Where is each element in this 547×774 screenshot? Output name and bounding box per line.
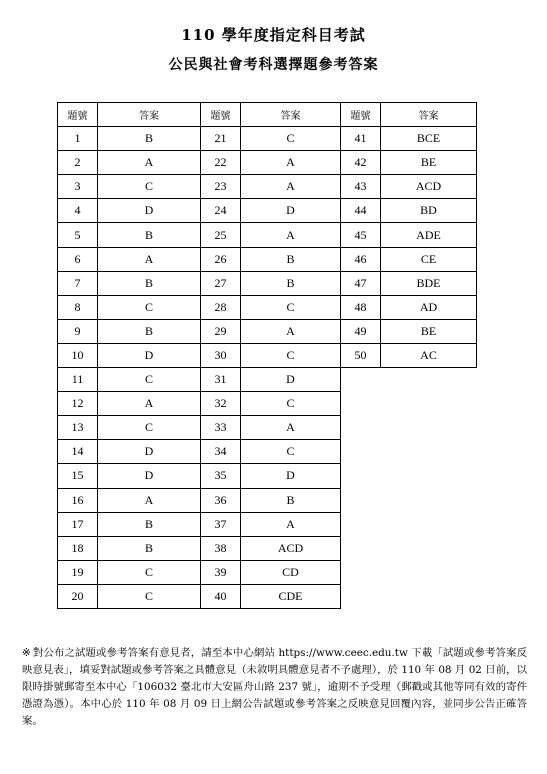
question-number-cell: 13 (58, 416, 98, 440)
empty-cell (381, 440, 477, 464)
empty-cell (381, 488, 477, 512)
table-row (58, 464, 477, 488)
question-number-cell: 43 (341, 175, 381, 199)
column-header: 答案 (241, 103, 341, 127)
answer-cell: D (98, 343, 201, 367)
table-row (58, 247, 477, 271)
question-number-cell: 15 (58, 464, 98, 488)
question-number-cell: 31 (201, 368, 241, 392)
table-row (58, 536, 477, 560)
question-number-cell: 6 (58, 247, 98, 271)
question-number-cell: 7 (58, 271, 98, 295)
question-number-cell: 28 (201, 295, 241, 319)
question-number-cell: 4 (58, 199, 98, 223)
answer-cell: A (98, 247, 201, 271)
table-row (58, 343, 477, 367)
table-row (58, 127, 477, 151)
answer-cell: C (98, 584, 201, 608)
question-number-cell: 23 (201, 175, 241, 199)
table-row (58, 319, 477, 343)
answer-cell: BDE (381, 271, 477, 295)
note-text: 對公布之試題或參考答案有意見者，請至本中心網站 https://www.ceec.edu.tw 下載「試題或參考答案反映意見表」，填妥對試題或參考答案之具體意見（未敘明具體意見者不予處理），於 110 年 08 月 02 日前，以限時掛號郵寄至本中心「106032 臺北市大安區舟山路 237 號」，逾期不予受理（郵戳或其他等同有效的寄件憑證為憑）。本中心於 110 年 08 月 09 日上網公告試題或參考答案之反映意見回覆內容，並同步公告正確答案。 (22, 647, 527, 727)
table-row (58, 416, 477, 440)
empty-cell (381, 392, 477, 416)
question-number-cell: 41 (341, 127, 381, 151)
answer-cell: A (98, 392, 201, 416)
answer-cell: CDE (241, 584, 341, 608)
question-number-cell: 30 (201, 343, 241, 367)
question-number-cell: 47 (341, 271, 381, 295)
answer-cell: CE (381, 247, 477, 271)
question-number-cell: 25 (201, 223, 241, 247)
question-number-cell: 9 (58, 319, 98, 343)
table-row (58, 392, 477, 416)
table-row (58, 584, 477, 608)
answer-cell: C (241, 127, 341, 151)
question-number-cell: 14 (58, 440, 98, 464)
answer-cell: B (241, 271, 341, 295)
question-number-cell: 46 (341, 247, 381, 271)
question-number-cell: 48 (341, 295, 381, 319)
empty-cell (341, 584, 381, 608)
empty-cell (341, 464, 381, 488)
question-number-cell: 49 (341, 319, 381, 343)
answer-cell: A (241, 223, 341, 247)
question-number-cell: 33 (201, 416, 241, 440)
question-number-cell: 18 (58, 536, 98, 560)
question-number-cell: 36 (201, 488, 241, 512)
table-row (58, 560, 477, 584)
empty-cell (381, 368, 477, 392)
table-row (58, 440, 477, 464)
question-number-cell: 10 (58, 343, 98, 367)
question-number-cell: 45 (341, 223, 381, 247)
question-number-cell: 40 (201, 584, 241, 608)
answer-cell: BE (381, 151, 477, 175)
empty-cell (341, 368, 381, 392)
question-number-cell: 8 (58, 295, 98, 319)
question-number-cell: 21 (201, 127, 241, 151)
question-number-cell: 29 (201, 319, 241, 343)
answer-cell: ACD (241, 536, 341, 560)
question-number-cell: 32 (201, 392, 241, 416)
note-mark: ※ (22, 647, 31, 659)
answer-cell: C (98, 295, 201, 319)
empty-cell (341, 440, 381, 464)
question-number-cell: 39 (201, 560, 241, 584)
question-number-cell: 5 (58, 223, 98, 247)
question-number-cell: 37 (201, 512, 241, 536)
question-number-cell: 35 (201, 464, 241, 488)
answer-cell: BE (381, 319, 477, 343)
answer-cell: A (241, 319, 341, 343)
answer-cell: C (98, 560, 201, 584)
table-row (58, 271, 477, 295)
question-number-cell: 44 (341, 199, 381, 223)
empty-cell (381, 512, 477, 536)
answer-cell: C (98, 416, 201, 440)
answer-table (57, 102, 477, 609)
answer-cell: B (98, 127, 201, 151)
answer-cell: D (98, 464, 201, 488)
question-number-cell: 42 (341, 151, 381, 175)
answer-cell: B (98, 319, 201, 343)
question-number-cell: 3 (58, 175, 98, 199)
question-number-cell: 12 (58, 392, 98, 416)
answer-cell: ADE (381, 223, 477, 247)
question-number-cell: 11 (58, 368, 98, 392)
table-row (58, 295, 477, 319)
question-number-cell: 24 (201, 199, 241, 223)
answer-cell: D (241, 368, 341, 392)
table-row (58, 175, 477, 199)
empty-cell (381, 584, 477, 608)
answer-cell: D (98, 199, 201, 223)
empty-cell (381, 560, 477, 584)
question-number-cell: 27 (201, 271, 241, 295)
question-number-cell: 50 (341, 343, 381, 367)
table-row (58, 368, 477, 392)
answer-cell: A (241, 151, 341, 175)
table-body (58, 127, 477, 609)
answer-cell: B (241, 488, 341, 512)
column-header: 答案 (381, 103, 477, 127)
answer-cell: A (241, 512, 341, 536)
answer-cell: ACD (381, 175, 477, 199)
table-row (58, 151, 477, 175)
answer-cell: A (98, 488, 201, 512)
empty-cell (381, 416, 477, 440)
table-row (58, 488, 477, 512)
column-header: 題號 (58, 103, 98, 127)
column-header: 題號 (201, 103, 241, 127)
answer-cell: A (241, 416, 341, 440)
question-number-cell: 19 (58, 560, 98, 584)
answer-cell: B (241, 247, 341, 271)
answer-cell: D (98, 440, 201, 464)
answer-cell: AC (381, 343, 477, 367)
table-row (58, 512, 477, 536)
answer-cell: BD (381, 199, 477, 223)
answer-cell: B (98, 223, 201, 247)
question-number-cell: 17 (58, 512, 98, 536)
question-number-cell: 1 (58, 127, 98, 151)
answer-cell: C (98, 175, 201, 199)
question-number-cell: 34 (201, 440, 241, 464)
answer-cell: A (241, 175, 341, 199)
table-row (58, 199, 477, 223)
column-header: 題號 (341, 103, 381, 127)
page-title: 110 學年度指定科目考試 (181, 26, 366, 44)
question-number-cell: 16 (58, 488, 98, 512)
answer-cell: AD (381, 295, 477, 319)
answer-cell: D (241, 199, 341, 223)
question-number-cell: 26 (201, 247, 241, 271)
empty-cell (341, 416, 381, 440)
answer-cell: D (241, 464, 341, 488)
question-number-cell: 2 (58, 151, 98, 175)
answer-cell: BCE (381, 127, 477, 151)
page-subtitle: 公民與社會考科選擇題參考答案 (168, 57, 379, 73)
answer-cell: C (241, 440, 341, 464)
answer-cell: A (98, 151, 201, 175)
empty-cell (341, 536, 381, 560)
table-row (58, 223, 477, 247)
answer-cell: B (98, 512, 201, 536)
question-number-cell: 22 (201, 151, 241, 175)
notice (22, 645, 527, 730)
column-header: 答案 (98, 103, 201, 127)
empty-cell (381, 464, 477, 488)
answer-cell: CD (241, 560, 341, 584)
empty-cell (341, 392, 381, 416)
answer-cell: C (241, 392, 341, 416)
empty-cell (341, 560, 381, 584)
answer-cell: C (241, 295, 341, 319)
answer-cell: C (98, 368, 201, 392)
empty-cell (341, 488, 381, 512)
table-header-row (58, 103, 477, 127)
answer-cell: B (98, 271, 201, 295)
answer-cell: C (241, 343, 341, 367)
empty-cell (381, 536, 477, 560)
empty-cell (341, 512, 381, 536)
question-number-cell: 20 (58, 584, 98, 608)
question-number-cell: 38 (201, 536, 241, 560)
answer-cell: B (98, 536, 201, 560)
